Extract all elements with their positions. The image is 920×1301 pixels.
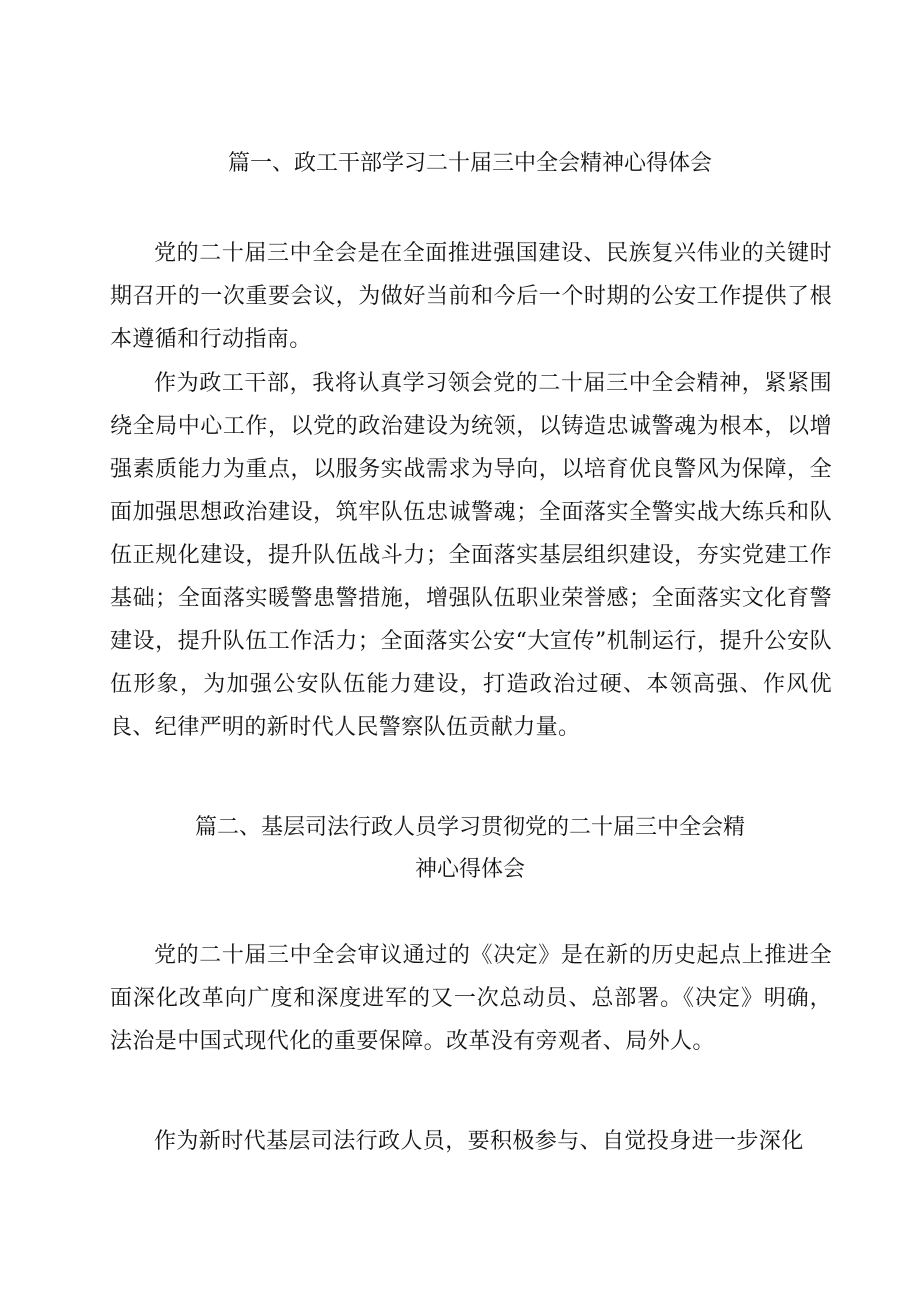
section-2-title xyxy=(110,807,830,891)
section-2-paragraph-2: 作为新时代基层司法行政人员，要积极参与、自觉投身进一步深化 xyxy=(154,1129,804,1154)
section-1-paragraph-1: 党的二十届三中全会是在全面推进强国建设、民族复兴伟业的关键时期召开的一次重要会议，为做好当前和今后一个时期的公安工作提供了根本遵循和行动指南。 xyxy=(110,241,832,352)
section-2-paragraph-1: 党的二十届三中全会审议通过的《决定》是在新的历史起点上推进全面深化改革向广度和深度进军的又一次总动员、总部署。《决定》明确，法治是中国式现代化的重要保障。改革没有旁观者、局外人。 xyxy=(110,943,832,1054)
section-2-title-line-2: 神心得体会 xyxy=(414,857,525,882)
section-2-title-line-1: 篇二、基层司法行政人员学习贯彻党的二十届三中全会精 xyxy=(194,815,745,840)
section-1-paragraph-2: 作为政工干部，我将认真学习领会党的二十届三中全会精神，紧紧围绕全局中心工作，以党的政治建设为统领，以铸造忠诚警魂为根本，以增强素质能力为重点，以服务实战需求为导向，以培育优良警风为保障，全面加强思想政治建设，筑牢队伍忠诚警魂；全面落实全警实战大练兵和队伍正规化建设，提升队伍战斗力；全面落实基层组织建设，夯实党建工作基础；全面落实暖警患警措施，增强队伍职业荣誉感；全面落实文化育警建设，提升队伍工作活力；全面落实公安“大宣传”机制运行，提升公安队伍形象，为加强公安队伍能力建设，打造政治过硬、本领高强、作风优良、纪律严明的新时代人民警察队伍贡献力量。 xyxy=(110,371,832,740)
section-1-title: 篇一、政工干部学习二十届三中全会精神心得体会 xyxy=(227,151,712,176)
